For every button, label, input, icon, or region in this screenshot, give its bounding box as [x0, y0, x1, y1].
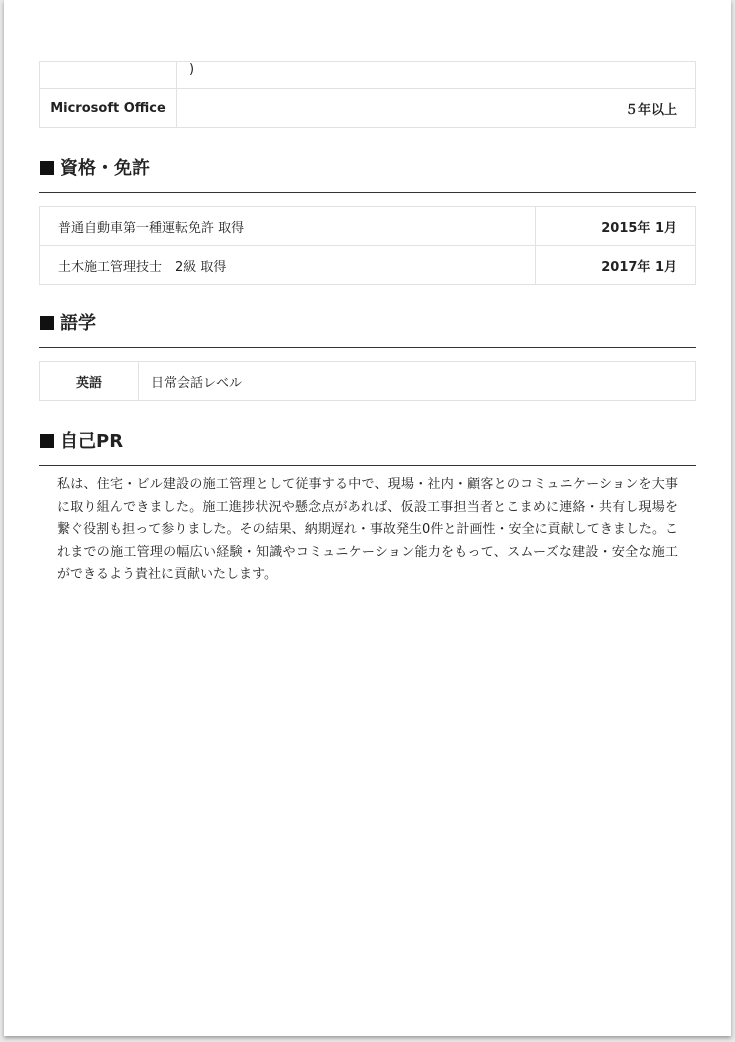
language-level: 日常会話レベル	[139, 362, 696, 401]
resume-content	[39, 61, 696, 587]
table-row	[40, 246, 696, 285]
table-row	[40, 62, 696, 89]
skill-label	[40, 62, 177, 89]
square-bullet-icon	[40, 434, 54, 448]
license-date: 2015年 1月	[536, 207, 696, 246]
pr-section	[39, 429, 696, 587]
skill-label: Microsoft Office	[40, 89, 177, 128]
section-title-text: 語学	[60, 313, 96, 334]
section-title	[39, 156, 696, 193]
table-row	[40, 207, 696, 246]
skill-value: )	[177, 62, 696, 89]
skills-table	[39, 61, 696, 128]
languages-table	[39, 361, 696, 401]
licenses-section	[39, 156, 696, 285]
pr-text: 私は、住宅・ビル建設の施工管理として従事する中で、現場・社内・顧客とのコミュニケーションを大事に取り組んできました。施工進捗状況や懸念点があれば、仮設工事担当者とこまめに連絡・共有し現場を繋ぐ役割も担って参りました。その結果、納期遅れ・事故発生0件と計画性・安全に貢献してきました。これまでの施工管理の幅広い経験・知識やコミュニケーション能力をもって、スムーズな建設・安全な施工ができるよう貴社に貢献いたします。	[57, 477, 678, 582]
language-name: 英語	[40, 362, 139, 401]
section-title	[39, 311, 696, 348]
square-bullet-icon	[40, 161, 54, 175]
section-title-text: 資格・免許	[60, 158, 150, 179]
square-bullet-icon	[40, 316, 54, 330]
license-name: 普通自動車第一種運転免許 取得	[40, 207, 536, 246]
skill-value: ５年以上	[177, 89, 696, 128]
section-title-text: 自己PR	[60, 431, 124, 452]
section-title	[39, 429, 696, 466]
languages-section	[39, 311, 696, 401]
license-name: 土木施工管理技士 2級 取得	[40, 246, 536, 285]
table-row	[40, 89, 696, 128]
licenses-table	[39, 206, 696, 285]
license-date: 2017年 1月	[536, 246, 696, 285]
resume-page	[4, 0, 731, 1036]
table-row	[40, 362, 696, 401]
